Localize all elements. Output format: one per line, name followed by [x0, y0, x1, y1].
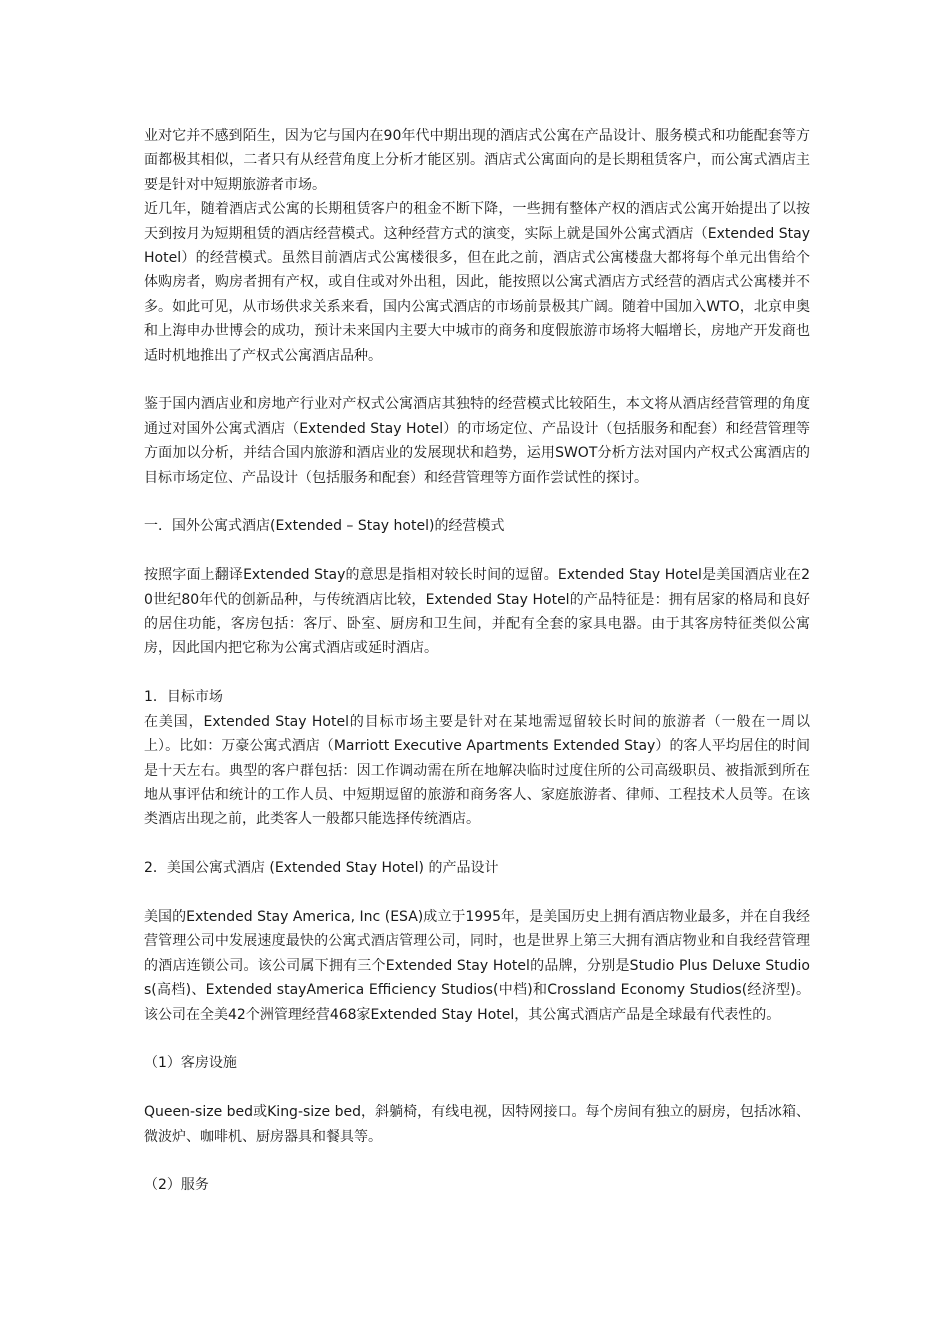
paragraph-room-facilities: Queen-size bed或King-size bed，斜躺椅，有线电视，因特网接口。每个房间有独立的厨房，包括冰箱、微波炉、咖啡机、厨房器具和餐具等。 [144, 1104, 810, 1145]
paragraph-esa: 美国的Extended Stay America, Inc (ESA)成立于1995年，是美国历史上拥有酒店物业最多，并在自我经营管理公司中发展速度最快的公寓式酒店管理公司，同时，也是世界上第三大拥有酒店物业和自我经营管理的酒店连锁公司。该公司属下拥有三个Extended Stay Hotel的品牌，分别是Studio Plus Deluxe Studios(高档)、Extended stayAmerica Efficiency Studios(中档)和Crossland Economy Studios(经济型)。该公司在全美42个洲管理经营468家Extended Stay Hotel，其公寓式酒店产品是全球最有代表性的。 [144, 908, 810, 1023]
paragraph-spacer [144, 881, 810, 905]
paragraph-spacer [144, 368, 810, 392]
paragraph-recent-years: 近几年，随着酒店式公寓的长期租赁客户的租金不断下降，一些拥有整体产权的酒店式公寓开始提出了以按天到按月为短期租赁的酒店经营模式。这种经营方式的演变，实际上就是国外公寓式酒店（Extended Stay Hotel）的经营模式。虽然目前酒店式公寓楼很多，但在此之前，酒店式公寓楼盘大都将每个单元出售给个体购房者，购房者拥有产权，或自住或对外出租，因此，能按照以公寓式酒店方式经营的酒店式公寓楼并不多。如此可见，从市场供求关系来看，国内公寓式酒店的市场前景极其广阔。随着中国加入WTO，北京申奥和上海申办世博会的成功，预计未来国内主要大中城市的商务和度假旅游市场将大幅增长，房地产开发商也适时机地推出了产权式公寓酒店品种。 [144, 201, 810, 364]
subheading-room-facilities: （1）客房设施 [144, 1055, 237, 1072]
paragraph-definition: 按照字面上翻译Extended Stay的意思是指相对较长时间的逗留。Extended Stay Hotel是美国酒店业在20世纪80年代的创新品种，与传统酒店比较，Extended Stay Hotel的产品特征是：拥有居家的格局和良好的居住功能，客房包括：客厅、卧室、厨房和卫生间，并配有全套的家具电器。由于其客房特征类似公寓房，因此国内把它称为公寓式酒店或延时酒店。 [144, 567, 810, 657]
paragraph-spacer [144, 832, 810, 856]
subheading-services: （2）服务 [144, 1177, 209, 1194]
paragraph-spacer [144, 1149, 810, 1173]
paragraph-spacer [144, 1027, 810, 1051]
paragraph-spacer [144, 539, 810, 563]
subheading-target-market: 1．目标市场 [144, 689, 223, 706]
document-body [144, 124, 810, 1198]
section-heading-1: 一．国外公寓式酒店(Extended – Stay hotel)的经营模式 [144, 518, 505, 535]
paragraph-purpose: 鉴于国内酒店业和房地产行业对产权式公寓酒店其独特的经营模式比较陌生，本文将从酒店经营管理的角度通过对国外公寓式酒店（Extended Stay Hotel）的市场定位、产品设计（包括服务和配套）和经营管理等方面加以分析，并结合国内旅游和酒店业的发展现状和趋势，运用SWOT分析方法对国内产权式公寓酒店的目标市场定位、产品设计（包括服务和配套）和经营管理等方面作尝试性的探讨。 [144, 396, 810, 486]
paragraph-spacer [144, 661, 810, 685]
paragraph-spacer [144, 1076, 810, 1100]
subheading-product-design: 2．美国公寓式酒店 (Extended Stay Hotel) 的产品设计 [144, 860, 499, 877]
paragraph-target-market: 在美国，Extended Stay Hotel的目标市场主要是针对在某地需逗留较长时间的旅游者（一般在一周以上）。比如：万豪公寓式酒店（Marriott Executive Apartments Extended Stay）的客人平均居住的时间是十天左右。典型的客户群包括：因工作调动需在所在地解决临时过度住所的公司高级职员、被指派到所在地从事评估和统计的工作人员、中短期逗留的旅游和商务客人、家庭旅游者、律师、工程技术人员等。在该类酒店出现之前，此类客人一般都只能选择传统酒店。 [144, 713, 810, 828]
paragraph-intro-continued: 业对它并不感到陌生，因为它与国内在90年代中期出现的酒店式公寓在产品设计、服务模式和功能配套等方面都极其相似，二者只有从经营角度上分析才能区别。酒店式公寓面向的是长期租赁客户，而公寓式酒店主要是针对中短期旅游者市场。 [144, 128, 810, 193]
paragraph-spacer [144, 490, 810, 514]
